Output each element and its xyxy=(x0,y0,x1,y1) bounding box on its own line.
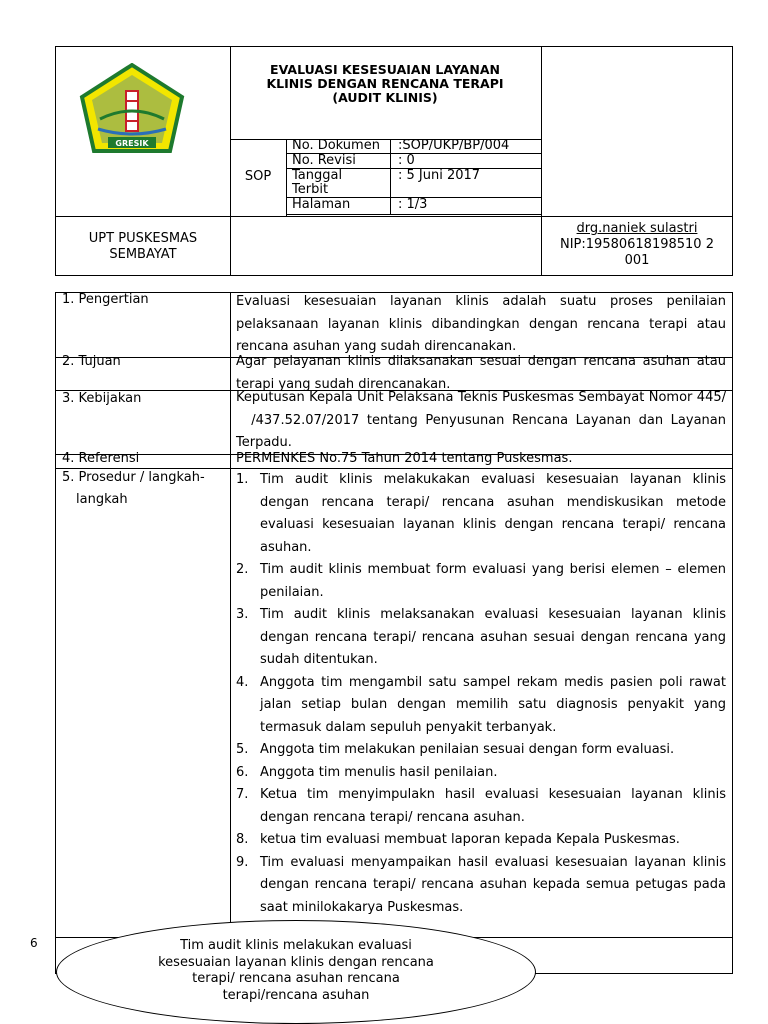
sop-label: SOP xyxy=(244,169,272,184)
list-item: 2. Tim audit klinis membuat form evaluasi yang berisi elemen – elemen penilaian. xyxy=(236,562,726,600)
label-referensi: 4. Referensi xyxy=(62,451,140,466)
label-kebijakan: 3. Kebijakan xyxy=(62,391,142,406)
signer-name: drg.naniek sulastri xyxy=(576,221,698,236)
list-item: 3. Tim audit klinis melaksanakan evaluasi kesesuaian layanan klinis dengan rencana terapi/ rencana asuhan sesuai dengan rencana yang sudah ditentukan. xyxy=(236,607,726,667)
signer-nip: NIP:19580618198510 2 xyxy=(560,237,714,252)
procedure-steps xyxy=(236,469,726,919)
text-tujuan: Agar pelayanan klinis dilaksanakan sesuai dengan rencana asuhan atau terapi yang sudah direncanakan. xyxy=(236,354,726,392)
list-item: 4. Anggota tim mengambil satu sampel rekam medis pasien poli rawat jalan setiap bulan dengan memilih satu diagnosis penyakit yang termasuk dalam sepuluh penyakit terbanyak. xyxy=(236,674,726,735)
list-item: 9. Tim evaluasi menyampaikan hasil evaluasi kesesuaian layanan klinis dengan rencana terapi/ rencana asuhan kepada semua petugas pada saat minilokakarya Puskesmas. xyxy=(236,854,726,915)
list-item: 7. Ketua tim menyimpulakn hasil evaluasi kesesuaian layanan klinis dengan rencana terapi/ rencana asuhan. xyxy=(236,787,726,825)
logo-text: GRESIK xyxy=(115,139,149,148)
gresik-logo-icon xyxy=(78,63,186,155)
text-kebijakan: Keputusan Kepala Unit Pelaksana Teknis Puskesmas Sembayat Nomor 445/ /437.52.07/2017 tentang Penyusunan Rencana Layanan dan Layanan Terpadu. xyxy=(236,390,726,450)
callout-text: Tim audit klinis melakukan evaluasi kesesuaian layanan klinis dengan rencana terapi/ rencana asuhan rencana terapi/rencana asuhan xyxy=(158,938,434,1003)
procedure-table xyxy=(55,292,733,974)
list-item: 5. Anggota tim melakukan penilaian sesuai dengan form evaluasi. xyxy=(236,742,675,757)
unit-name: UPT PUSKESMAS SEMBAYAT xyxy=(88,231,198,262)
signer-block: drg.naniek sulastri NIP:19580618198510 2 001 xyxy=(542,221,732,269)
header-table: GRESIK EVALUASI KESESUAIAN LAYANAN KLINIS DENGAN RENCANA TERAPI (AUDIT KLINIS) SOP No. Dokumen :SOP/UKP/BP/004 No. Revisi : 0 Tanggal Terbit : 5 Juni 2017 Halaman : 1/3 UPT PUSKESMAS SEMBAYAT drg.naniek sulastri NIP:19580618198510 2 001 xyxy=(55,46,733,276)
label-prosedur: 5. Prosedur / langkah- langkah xyxy=(62,470,205,507)
list-item: 6. Anggota tim menulis hasil penilaian. xyxy=(236,764,498,780)
list-item: 1. Tim audit klinis melakukakan evaluasi kesesuaian layanan klinis dengan rencana terapi/ rencana asuhan mendiskusikan metode evaluasi kesesuaian layanan klinis dengan rencana terapi/ rencana asuhan. xyxy=(236,472,726,555)
label-next-section: 6 xyxy=(30,936,38,950)
list-item: 8. ketua tim evaluasi membuat laporan kepada Kepala Puskesmas. xyxy=(236,832,680,847)
document-title: EVALUASI KESESUAIAN LAYANAN KLINIS DENGAN RENCANA TERAPI (AUDIT KLINIS) xyxy=(266,62,504,105)
text-referensi: PERMENKES No.75 Tahun 2014 tentang Puskesmas. xyxy=(236,451,573,466)
label-pengertian: 1. Pengertian xyxy=(62,292,149,307)
label-tujuan: 2. Tujuan xyxy=(62,354,121,369)
text-pengertian: Evaluasi kesesuaian layanan klinis adalah suatu proses penilaian pelaksanaan layanan klinis dibandingkan dengan rencana terapi atau rencana asuhan yang sudah direncanakan. xyxy=(236,294,726,354)
